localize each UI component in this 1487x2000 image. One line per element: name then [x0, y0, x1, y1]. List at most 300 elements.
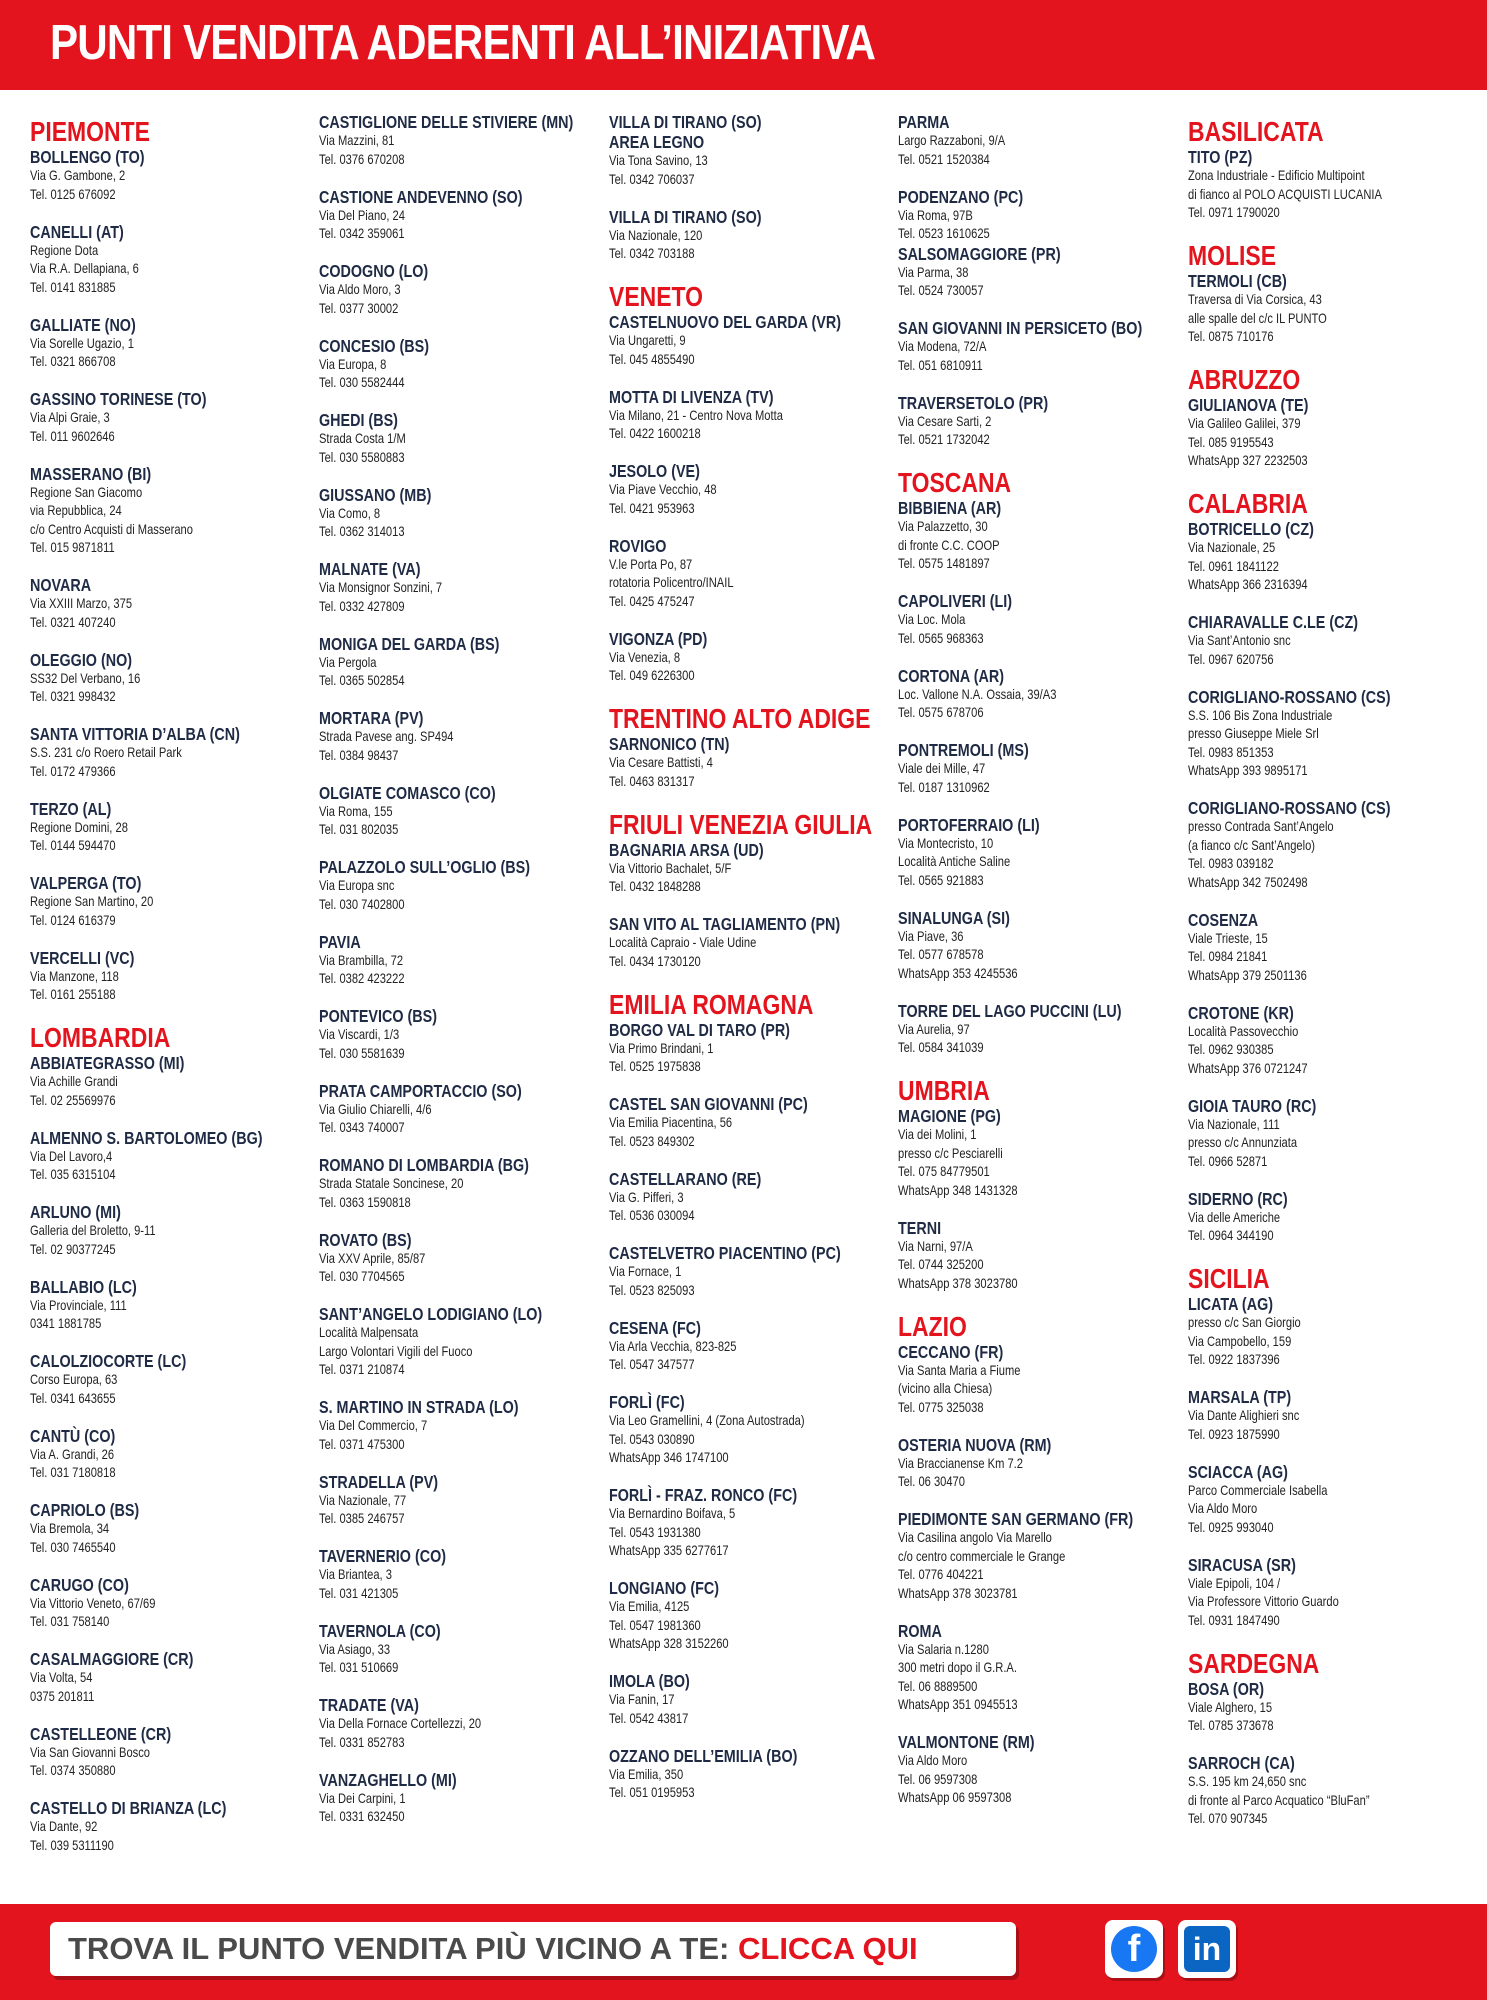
store-detail-line: c/o Centro Acquisti di Masserano — [30, 521, 193, 537]
store-detail-line: Tel. 0543 1931380 — [609, 1524, 701, 1540]
store-name: BORGO VAL DI TARO (PR) — [609, 1019, 790, 1040]
store-name: CORIGLIANO-ROSSANO (CS) — [1188, 798, 1391, 818]
store-detail-line: Via Casilina angolo Via Marello — [898, 1530, 1052, 1545]
store-detail-line: Tel. 0321 998432 — [30, 689, 116, 704]
store-name: CANELLI (AT) — [30, 221, 124, 242]
store-name: TERMOLI (CB) — [1188, 271, 1287, 291]
store-detail-line: Via A. Grandi, 26 — [30, 1446, 115, 1462]
store-detail-line: Località Antiche Saline — [898, 854, 1011, 869]
store-entry — [319, 485, 599, 542]
store-name: FORLÌ (FC) — [609, 1392, 685, 1412]
store-name: ALMENNO S. BARTOLOMEO (BG) — [30, 1127, 263, 1148]
store-detail-line: Tel. 0434 1730120 — [609, 953, 701, 969]
store-detail-line: Tel. 0342 703188 — [609, 246, 695, 261]
store-name: ROVIGO — [609, 535, 667, 556]
store-name: LONGIANO (FC) — [609, 1578, 720, 1598]
store-detail-line: Tel. 0382 423222 — [319, 971, 405, 986]
region-heading: ABRUZZO — [1188, 364, 1301, 395]
store-detail-line: Viale Trieste, 15 — [1188, 930, 1268, 946]
store-detail-line: Via Provinciale, 111 — [30, 1297, 127, 1313]
store-detail-line: Via Della Fornace Cortellezzi, 20 — [319, 1716, 482, 1731]
store-detail-line: 0375 201811 — [30, 1688, 95, 1704]
store-entry — [30, 724, 310, 781]
region-heading: SARDEGNA — [1188, 1647, 1320, 1679]
store-detail-line: c/o centro commerciale le Grange — [898, 1548, 1066, 1564]
store-entry — [609, 1169, 889, 1226]
store-detail-line: di fianco al POLO ACQUISTI LUCANIA — [1188, 186, 1382, 202]
store-detail-line: Tel. 0785 373678 — [1188, 1718, 1274, 1733]
store-entry — [609, 1578, 889, 1654]
store-detail-line: Via Briantea, 3 — [319, 1567, 392, 1582]
store-detail-line: Tel. 039 5311190 — [30, 1837, 114, 1853]
store-detail-line: Tel. 0521 1732042 — [898, 432, 990, 447]
store-detail-line: Via Professore Vittorio Guardo — [1188, 1594, 1339, 1609]
store-detail-line: Corso Europa, 63 — [30, 1372, 118, 1387]
store-detail-line: WhatsApp 346 1747100 — [609, 1450, 729, 1465]
store-entry — [30, 650, 310, 707]
store-detail-line: Via Cesare Battisti, 4 — [609, 755, 713, 770]
store-name: GHEDI (BS) — [319, 410, 398, 430]
store-name: CECCANO (FR) — [898, 1341, 1004, 1362]
store-entry — [319, 634, 599, 691]
store-name: TORRE DEL LAGO PUCCINI (LU) — [898, 1000, 1122, 1021]
store-entry — [319, 1397, 599, 1454]
store-name: SINALUNGA (SI) — [898, 907, 1010, 928]
store-name: SAN VITO AL TAGLIAMENTO (PN) — [609, 914, 841, 934]
store-detail-line: Tel. 0342 706037 — [609, 171, 695, 187]
store-detail-line: Tel. 0463 831317 — [609, 773, 695, 789]
store-detail-line: Via Bremola, 34 — [30, 1521, 110, 1536]
store-name: GIOIA TAURO (RC) — [1188, 1095, 1317, 1116]
store-detail-line: Via Loc. Mola — [898, 612, 966, 627]
store-name: MASSERANO (BI) — [30, 463, 152, 484]
store-entry — [30, 1053, 310, 1110]
store-detail-line: Via Aldo Moro, 3 — [319, 282, 401, 297]
store-detail-line: Tel. 0523 849302 — [609, 1133, 695, 1149]
store-entry — [898, 318, 1178, 375]
store-name: TRADATE (VA) — [319, 1695, 419, 1715]
store-entry — [30, 1351, 310, 1408]
region-heading: MOLISE — [1188, 240, 1277, 271]
store-detail-line: Tel. 031 802035 — [319, 822, 399, 837]
store-detail-line: Via Leo Gramellini, 4 (Zona Autostrada) — [609, 1413, 805, 1428]
store-entry — [898, 815, 1178, 891]
store-name: TERZO (AL) — [30, 798, 112, 819]
store-name: PODENZANO (PC) — [898, 186, 1024, 207]
store-detail-line: Via Palazzetto, 30 — [898, 519, 988, 534]
store-entry — [1188, 147, 1468, 223]
store-detail-line: Via Roma, 155 — [319, 803, 393, 819]
store-name: CAPRIOLO (BS) — [30, 1500, 140, 1520]
store-detail-line: Via Milano, 21 - Centro Nova Motta — [609, 407, 783, 423]
store-detail-line: Tel. 0422 1600218 — [609, 426, 701, 441]
store-name: MARSALA (TP) — [1188, 1387, 1292, 1407]
store-detail-line: Via Tona Savino, 13 — [609, 153, 708, 168]
store-entry — [609, 536, 889, 612]
store-entry — [319, 857, 599, 914]
column-4 — [898, 112, 1178, 1825]
store-detail-line: Tel. 0543 030890 — [609, 1431, 695, 1447]
store-name: CASTIGLIONE DELLE STIVIERE (MN) — [319, 112, 574, 132]
store-detail-line: Via Aldo Moro — [898, 1753, 968, 1768]
store-name: BALLABIO (LC) — [30, 1276, 137, 1297]
store-name: BOTRICELLO (CZ) — [1188, 519, 1314, 539]
store-entry — [609, 1094, 889, 1151]
store-detail-line: WhatsApp 327 2232503 — [1188, 453, 1308, 468]
store-detail-line: Tel. 06 8889500 — [898, 1678, 978, 1694]
store-detail-line: WhatsApp 353 4245536 — [898, 965, 1018, 981]
store-detail-line: Tel. 0984 21841 — [1188, 949, 1268, 964]
store-detail-line: 300 metri dopo il G.R.A. — [898, 1660, 1017, 1675]
region-heading: EMILIA ROMAGNA — [609, 988, 814, 1020]
store-entry — [319, 261, 599, 318]
store-detail-line: Tel. 011 9602646 — [30, 428, 115, 444]
find-store-cta[interactable] — [50, 1922, 1016, 1976]
store-name: MALNATE (VA) — [319, 559, 421, 579]
store-name: CESENA (FC) — [609, 1317, 701, 1338]
store-entry — [898, 1435, 1178, 1492]
store-detail-line: Tel. 035 6315104 — [30, 1167, 116, 1182]
store-name: PRATA CAMPORTACCIO (SO) — [319, 1080, 522, 1101]
store-name: CALOLZIOCORTE (LC) — [30, 1351, 187, 1371]
store-entry — [609, 629, 889, 686]
store-entry — [609, 1746, 889, 1803]
store-detail-line: Tel. 0961 1841122 — [1188, 558, 1279, 574]
store-detail-line: Via Como, 8 — [319, 505, 381, 521]
store-entry — [319, 559, 599, 616]
store-detail-line: Via Vittorio Veneto, 67/69 — [30, 1595, 156, 1611]
store-entry — [1188, 1387, 1468, 1444]
store-detail-line: Tel. 02 90377245 — [30, 1241, 116, 1257]
store-detail-line: Via G. Pifferi, 3 — [609, 1189, 684, 1205]
store-entry — [30, 799, 310, 856]
store-entry — [30, 575, 310, 632]
store-name: VALMONTONE (RM) — [898, 1732, 1035, 1752]
store-detail-line: Via dei Molini, 1 — [898, 1127, 977, 1142]
store-detail-line: Tel. 030 5580883 — [319, 449, 405, 465]
store-entry — [319, 1081, 599, 1138]
store-detail-line: Tel. 0124 616379 — [30, 912, 116, 928]
store-detail-line: Via Piave, 36 — [898, 928, 964, 944]
store-entry — [1188, 395, 1468, 471]
store-name: TERNI — [898, 1217, 942, 1238]
store-detail-line: Strada Costa 1/M — [319, 431, 406, 446]
store-entry — [898, 1218, 1178, 1294]
store-detail-line: Tel. 0962 930385 — [1188, 1042, 1274, 1057]
store-entry — [30, 1202, 310, 1259]
region-heading: UMBRIA — [898, 1075, 990, 1106]
store-detail-line: Via Montecristo, 10 — [898, 835, 994, 851]
store-detail-line: WhatsApp 379 2501136 — [1188, 967, 1307, 983]
store-detail-line: Tel. 0385 246757 — [319, 1511, 405, 1526]
store-name: CASTELLARANO (RE) — [609, 1168, 762, 1189]
store-detail-line: Strada Pavese ang. SP494 — [319, 729, 454, 744]
store-name: BIBBIENA (AR) — [898, 498, 1002, 518]
store-detail-line: Tel. 0371 210874 — [319, 1362, 405, 1377]
store-detail-line: Tel. 051 6810911 — [898, 357, 983, 373]
store-detail-line: Via Monsignor Sonzini, 7 — [319, 580, 443, 595]
store-detail-line: Tel. 0971 1790020 — [1188, 205, 1280, 220]
store-name: GALLIATE (NO) — [30, 314, 136, 335]
store-entry — [1188, 519, 1468, 595]
store-name: PARMA — [898, 112, 950, 132]
store-name: BAGNARIA ARSA (UD) — [609, 839, 764, 860]
store-name: CANTÙ (CO) — [30, 1425, 116, 1446]
store-detail-line: Tel. 030 7704565 — [319, 1269, 405, 1284]
store-detail-line: Tel. 0923 1875990 — [1188, 1426, 1280, 1442]
store-name: STRADELLA (PV) — [319, 1471, 439, 1492]
store-detail-line: Via Dante Alighieri snc — [1188, 1408, 1300, 1423]
store-detail-line: Via Santa Maria a Fiume — [898, 1362, 1021, 1378]
store-detail-line: Regione Dota — [30, 242, 99, 258]
store-detail-line: Via XXIII Marzo, 375 — [30, 596, 133, 611]
store-detail-line: Tel. 0384 98437 — [319, 747, 399, 763]
store-entry — [319, 932, 599, 989]
store-detail-line: presso Giuseppe Miele Srl — [1188, 726, 1319, 741]
store-name: CASTELLO DI BRIANZA (LC) — [30, 1798, 227, 1818]
store-detail-line: Tel. 06 9597308 — [898, 1771, 978, 1787]
region-heading: BASILICATA — [1188, 116, 1324, 147]
store-detail-line: (vicino alla Chiesa) — [898, 1381, 993, 1396]
store-detail-line: Via Venezia, 8 — [609, 649, 681, 665]
store-detail-line: Via XXV Aprile, 85/87 — [319, 1250, 426, 1266]
store-detail-line: Via Parma, 38 — [898, 264, 969, 280]
store-detail-line: alle spalle del c/c IL PUNTO — [1188, 310, 1327, 326]
store-detail-line: Tel. 0524 730057 — [898, 283, 984, 298]
store-entry — [609, 1243, 889, 1300]
store-detail-line: Località Malpensata — [319, 1325, 419, 1340]
store-entry — [1188, 1096, 1468, 1172]
store-detail-line: Largo Razzaboni, 9/A — [898, 133, 1006, 148]
store-detail-line: Via Sant’Antonio snc — [1188, 633, 1291, 648]
store-detail-line: Via Dante, 92 — [30, 1819, 98, 1834]
store-detail-line: Via Narni, 97/A — [898, 1238, 973, 1254]
store-detail-line: Via Salaria n.1280 — [898, 1641, 989, 1657]
store-detail-line: Tel. 051 0195953 — [609, 1785, 695, 1800]
store-name: CORIGLIANO-ROSSANO (CS) — [1188, 686, 1391, 707]
linkedin-icon: in — [1184, 1926, 1230, 1972]
store-detail-line: Tel. 030 7402800 — [319, 896, 405, 912]
store-entry — [1188, 1753, 1468, 1829]
store-detail-line: Tel. 0421 953963 — [609, 500, 695, 516]
store-name: IMOLA (BO) — [609, 1671, 690, 1691]
store-name: SCIACCA (AG) — [1188, 1461, 1288, 1482]
store-detail-line: Tel. 030 5582444 — [319, 375, 405, 390]
store-detail-line: Via Europa, 8 — [319, 356, 387, 372]
store-entry — [898, 498, 1178, 574]
store-detail-line: Tel. 0983 851353 — [1188, 744, 1274, 760]
store-detail-line: Tel. 0776 404221 — [898, 1567, 984, 1582]
store-detail-line: Via Del Lavoro,4 — [30, 1148, 113, 1164]
store-detail-line: Località Passovecchio — [1188, 1023, 1299, 1039]
store-entry — [1188, 798, 1468, 892]
store-detail-line: Traversa di Via Corsica, 43 — [1188, 292, 1322, 307]
store-entry — [609, 312, 889, 369]
store-detail-line: Tel. 085 9195543 — [1188, 434, 1274, 450]
store-detail-line: Tel. 0523 825093 — [609, 1282, 695, 1298]
store-detail-line: Tel. 0376 670208 — [319, 151, 405, 167]
store-entry — [609, 1318, 889, 1375]
region-heading: LOMBARDIA — [30, 1022, 171, 1053]
store-detail-line: Via delle Americhe — [1188, 1209, 1281, 1225]
store-entry — [319, 1006, 599, 1063]
store-detail-line: Tel. 0521 1520384 — [898, 151, 990, 167]
store-detail-line: Tel. 0321 407240 — [30, 614, 116, 630]
store-entry — [30, 389, 310, 446]
store-name: TAVERNERIO (CO) — [319, 1546, 447, 1566]
store-name: ABBIATEGRASSO (MI) — [30, 1053, 185, 1073]
store-name: FORLÌ - FRAZ. RONCO (FC) — [609, 1485, 798, 1505]
region-heading: PIEMONTE — [30, 116, 150, 147]
store-name: PONTREMOLI (MS) — [898, 740, 1029, 760]
store-name: CONCESIO (BS) — [319, 335, 430, 356]
store-detail-line: rotatoria Policentro/INAIL — [609, 575, 734, 590]
store-detail-line: Via San Giovanni Bosco — [30, 1744, 151, 1760]
store-detail-line: Tel. 0577 678578 — [898, 947, 984, 962]
store-entry — [30, 222, 310, 298]
store-name: PONTEVICO (BS) — [319, 1006, 438, 1026]
store-detail-line: Via Nazionale, 111 — [1188, 1116, 1280, 1132]
footer-bar — [0, 1904, 1487, 2000]
store-name: ROMA — [898, 1620, 942, 1641]
store-name: PALAZZOLO SULL’OGLIO (BS) — [319, 857, 530, 877]
store-detail-line: Via Del Commercio, 7 — [319, 1418, 428, 1433]
store-entry — [30, 948, 310, 1005]
store-detail-line: Tel. 0523 1610625 — [898, 226, 990, 241]
store-name: VIGONZA (PD) — [609, 628, 708, 649]
store-entry — [319, 187, 599, 244]
store-detail-line: Tel. 030 5581639 — [319, 1045, 405, 1061]
store-name: PIEDIMONTE SAN GERMANO (FR) — [898, 1509, 1134, 1529]
store-name: CARUGO (CO) — [30, 1574, 129, 1595]
store-detail-line: Viale dei Mille, 47 — [898, 761, 986, 776]
store-detail-line: Tel. 0365 502854 — [319, 673, 405, 688]
store-detail-line: WhatsApp 342 7502498 — [1188, 874, 1308, 890]
store-detail-line: Tel. 0584 341039 — [898, 1040, 984, 1055]
store-entry — [30, 1724, 310, 1781]
store-detail-line: V.le Porta Po, 87 — [609, 556, 693, 572]
store-name: COSENZA — [1188, 909, 1259, 930]
store-detail-line: WhatsApp 351 0945513 — [898, 1697, 1018, 1712]
store-detail-line: Tel. 0331 852783 — [319, 1734, 405, 1750]
store-entry — [30, 1128, 310, 1185]
store-detail-line: Tel. 0172 479366 — [30, 763, 116, 779]
facebook-button[interactable] — [1105, 1920, 1163, 1978]
store-entry — [609, 387, 889, 444]
store-detail-line: Tel. 049 6226300 — [609, 668, 695, 683]
store-detail-line: Tel. 02 25569976 — [30, 1092, 116, 1108]
click-here-link[interactable]: CLICCA QUI — [738, 1931, 918, 1966]
store-name: SIRACUSA (SR) — [1188, 1554, 1296, 1575]
store-detail-line: Via Emilia Piacentina, 56 — [609, 1115, 733, 1130]
store-name: CASTELVETRO PIACENTINO (PC) — [609, 1243, 841, 1263]
store-detail-line: Parco Commerciale Isabella — [1188, 1482, 1328, 1498]
facebook-icon: f — [1111, 1926, 1157, 1972]
store-entry — [1188, 1189, 1468, 1246]
store-entry — [30, 1798, 310, 1855]
store-name: CORTONA (AR) — [898, 665, 1005, 686]
store-name: ROVATO (BS) — [319, 1229, 412, 1250]
store-detail-line: Strada Statale Soncinese, 20 — [319, 1176, 464, 1191]
store-detail-line: Via Asiago, 33 — [319, 1641, 391, 1657]
store-detail-line: Via Mazzini, 81 — [319, 133, 395, 148]
store-detail-line: Via Arla Vecchia, 823-825 — [609, 1338, 737, 1354]
store-entry — [898, 1621, 1178, 1715]
store-entry — [30, 873, 310, 930]
store-entry — [898, 1001, 1178, 1058]
store-detail-line: Via Nazionale, 77 — [319, 1492, 407, 1508]
store-detail-line: Tel. 070 907345 — [1188, 1811, 1268, 1826]
store-name: MONIGA DEL GARDA (BS) — [319, 633, 500, 654]
store-entry — [319, 112, 599, 169]
linkedin-button[interactable] — [1178, 1920, 1236, 1978]
store-entry — [898, 908, 1178, 984]
store-entry — [30, 1277, 310, 1334]
store-entry — [1188, 271, 1468, 347]
region-heading: FRIULI VENEZIA GIULIA — [609, 808, 873, 840]
store-detail-line: WhatsApp 376 0721247 — [1188, 1060, 1308, 1076]
store-detail-line: Tel. 0331 632450 — [319, 1809, 405, 1824]
store-entry — [898, 666, 1178, 723]
store-entry — [319, 1472, 599, 1529]
store-detail-line: Tel. 075 84779501 — [898, 1164, 990, 1179]
store-name: CAPOLIVERI (LI) — [898, 591, 1013, 611]
store-detail-line: Tel. 0125 676092 — [30, 186, 116, 202]
store-name: MORTARA (PV) — [319, 708, 424, 728]
store-entry — [609, 734, 889, 791]
store-name: TAVERNOLA (CO) — [319, 1620, 441, 1641]
store-entry — [30, 1575, 310, 1632]
store-entry — [898, 393, 1178, 450]
store-detail-line: S.S. 106 Bis Zona Industriale — [1188, 707, 1333, 723]
store-detail-line: Tel. 015 9871811 — [30, 540, 115, 555]
store-detail-line: Tel. 0967 620756 — [1188, 651, 1274, 667]
store-entry — [319, 410, 599, 467]
store-detail-line: Via Achille Grandi — [30, 1074, 118, 1089]
store-name: CASTEL SAN GIOVANNI (PC) — [609, 1094, 808, 1114]
store-detail-line: Tel. 06 30470 — [898, 1474, 965, 1489]
store-detail-line: Tel. 0187 1310962 — [898, 779, 990, 795]
store-detail-line: Tel. 0565 921883 — [898, 872, 984, 888]
store-name: SARROCH (CA) — [1188, 1753, 1295, 1773]
store-detail-line: Via Bernardino Boifava, 5 — [609, 1506, 736, 1521]
store-detail-line: Tel. 0983 039182 — [1188, 856, 1274, 871]
store-detail-line: presso c/c Pesciarelli — [898, 1145, 1003, 1161]
store-name: TITO (PZ) — [1188, 147, 1253, 167]
store-detail-line: Via Fanin, 17 — [609, 1692, 675, 1707]
store-name: GIUSSANO (MB) — [319, 484, 432, 505]
store-name: OSTERIA NUOVA (RM) — [898, 1434, 1052, 1455]
store-detail-line: 0341 1881785 — [30, 1316, 102, 1331]
store-detail-line: Via Aldo Moro — [1188, 1501, 1258, 1516]
store-name: CROTONE (KR) — [1188, 1002, 1294, 1023]
store-detail-line: WhatsApp 06 9597308 — [898, 1790, 1012, 1805]
store-detail-line: Tel. 0341 643655 — [30, 1390, 116, 1406]
store-detail-line: Via Europa snc — [319, 878, 395, 893]
store-entry — [898, 112, 1178, 169]
store-detail-line: Via Viscardi, 1/3 — [319, 1027, 400, 1042]
store-detail-line: Tel. 031 7180818 — [30, 1465, 116, 1480]
store-entry — [609, 840, 889, 897]
store-detail-line: Via Vittorio Bachalet, 5/F — [609, 860, 732, 876]
store-detail-line: Tel. 0775 325038 — [898, 1399, 984, 1415]
store-detail-line: presso Contrada Sant’Angelo — [1188, 819, 1334, 834]
store-detail-line: Via R.A. Dellapiana, 6 — [30, 261, 139, 276]
store-entry — [609, 1485, 889, 1561]
store-detail-line: Tel. 0342 359061 — [319, 226, 405, 241]
store-detail-line: Via Roma, 97B — [898, 207, 973, 223]
store-detail-line: Viale Alghero, 15 — [1188, 1699, 1273, 1715]
